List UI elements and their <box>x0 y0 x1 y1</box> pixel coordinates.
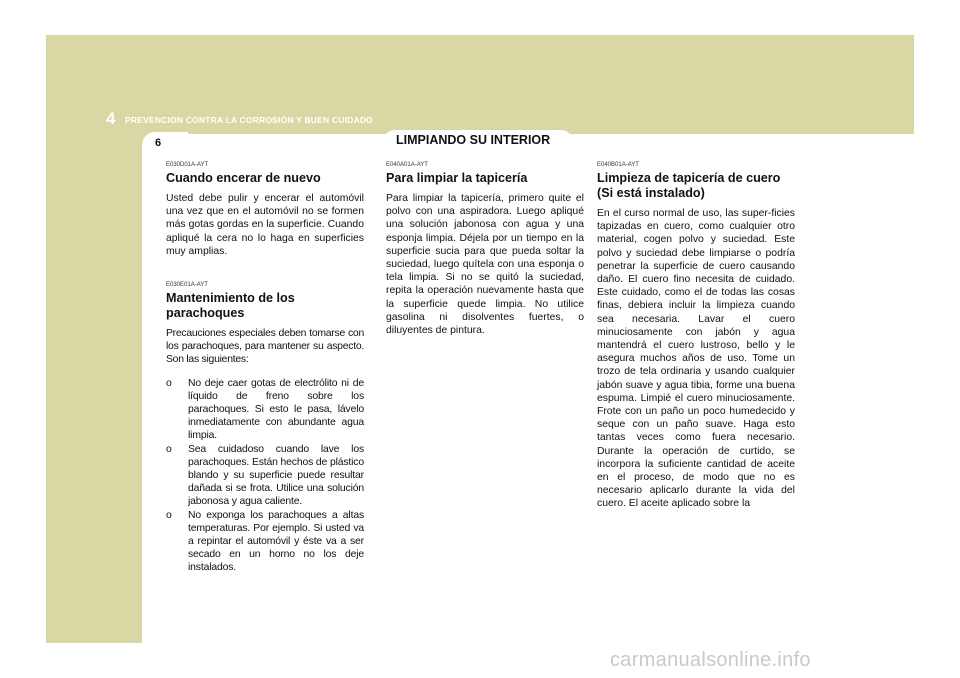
section-heading: Limpieza de tapicería de cuero (Si está instalado) <box>597 171 781 200</box>
bullet-text: No exponga los parachoques a altas temperaturas. Por ejemplo. Si usted va a repintar el automóvil y éste va a ser secado en un horno no los deje instalados. <box>188 509 364 574</box>
column-right <box>597 162 795 521</box>
chapter-title: PREVENCION CONTRA LA CORROSIÓN Y BUEN CUIDADO <box>125 115 373 125</box>
list-item <box>166 443 364 509</box>
list-item <box>166 509 364 575</box>
paragraph: Precauciones especiales deben tomarse con los parachoques, para mantener su aspecto. Son las siguientes: <box>166 328 364 366</box>
paragraph: En el curso normal de uso, las super-ficies tapizadas en cuero, como cualquier otro material, cogen polvo y suciedad. Este polvo y suciedad debe limpiarse o podría penetrar la superficie de cuero causando daño. El cuero fino necesita de cuidado. Este cuidado, como el de todas las cosas finas, debiera incluir la limpieza cuando sea necesaria. Lavar el cuero minuciosamente con jabón y agua mantendrá el cuero lustroso, bello y le asegura muchos años de uso. Tome un trozo de tela ordinaria y usando cualquier jabón suave y agua tibia, forme una buena espuma. Limpié el cuero minuciosamente. Frote con un paño un poco humedecido y seque con un paño suave. Haga esto tantas veces como fuera necesario. Durante la operación de curtido, se incorpora la suficiente cantidad de aceite en el proceso, de modo que no es necesario aplicarlo durante la vida del cuero. El aceite aplicado sobre la <box>597 208 795 510</box>
column-middle <box>386 162 584 347</box>
bullet-text: No deje caer gotas de electrólito ni de líquido de freno sobre los parachoques. Si esto le pasa, lávelo inmediatamente con abundante agua limpia. <box>188 377 364 442</box>
section-code: E040A01A-AYT <box>386 162 428 168</box>
bullet-marker: o <box>166 443 172 455</box>
section-heading: Mantenimiento de los parachoques <box>166 291 295 321</box>
paragraph: Usted debe pulir y encerar el automóvil una vez que en el automóvil no se formen más gotas gordas en la superficie. Cuando apliqué la cera no lo haga en superficies muy amplias. <box>166 193 364 257</box>
bullet-list <box>166 377 364 575</box>
section-code: E030D01A-AYT <box>166 162 209 168</box>
chapter-number: 4 <box>106 109 116 128</box>
bullet-marker: o <box>166 377 172 389</box>
list-item <box>166 377 364 443</box>
paragraph: Para limpiar la tapicería, primero quite el polvo con una aspiradora. Luego apliqué una solución jabonosa con agua y una esponja limpia. Déjela por un tiempo en la superficie sucia para que pueda soltar la suciedad, luego quítela con una esponja o tela limpia. Si no se quitó la suciedad, repita la operación nuevamente hasta que la superficie quede limpia. No utilice gasolina ni disolventes fuertes, o diluyentes de pintura. <box>386 193 584 337</box>
section-title: LIMPIANDO SU INTERIOR <box>396 133 551 147</box>
section-heading: Cuando encerar de nuevo <box>166 171 321 185</box>
bullet-marker: o <box>166 509 172 521</box>
column-left <box>166 162 364 575</box>
section-code: E040B01A-AYT <box>597 162 639 168</box>
section-code: E030E01A-AYT <box>166 282 208 289</box>
page-number: 6 <box>155 137 162 149</box>
watermark: carmanualsonline.info <box>610 649 811 671</box>
bullet-text: Sea cuidadoso cuando lave los parachoques. Están hechos de plástico blando y su superficie puede resultar dañada si se frota. Utilice una solución jabonosa y agua caliente. <box>188 443 364 508</box>
page-number-tab <box>142 132 188 158</box>
section-heading: Para limpiar la tapicería <box>386 171 528 185</box>
